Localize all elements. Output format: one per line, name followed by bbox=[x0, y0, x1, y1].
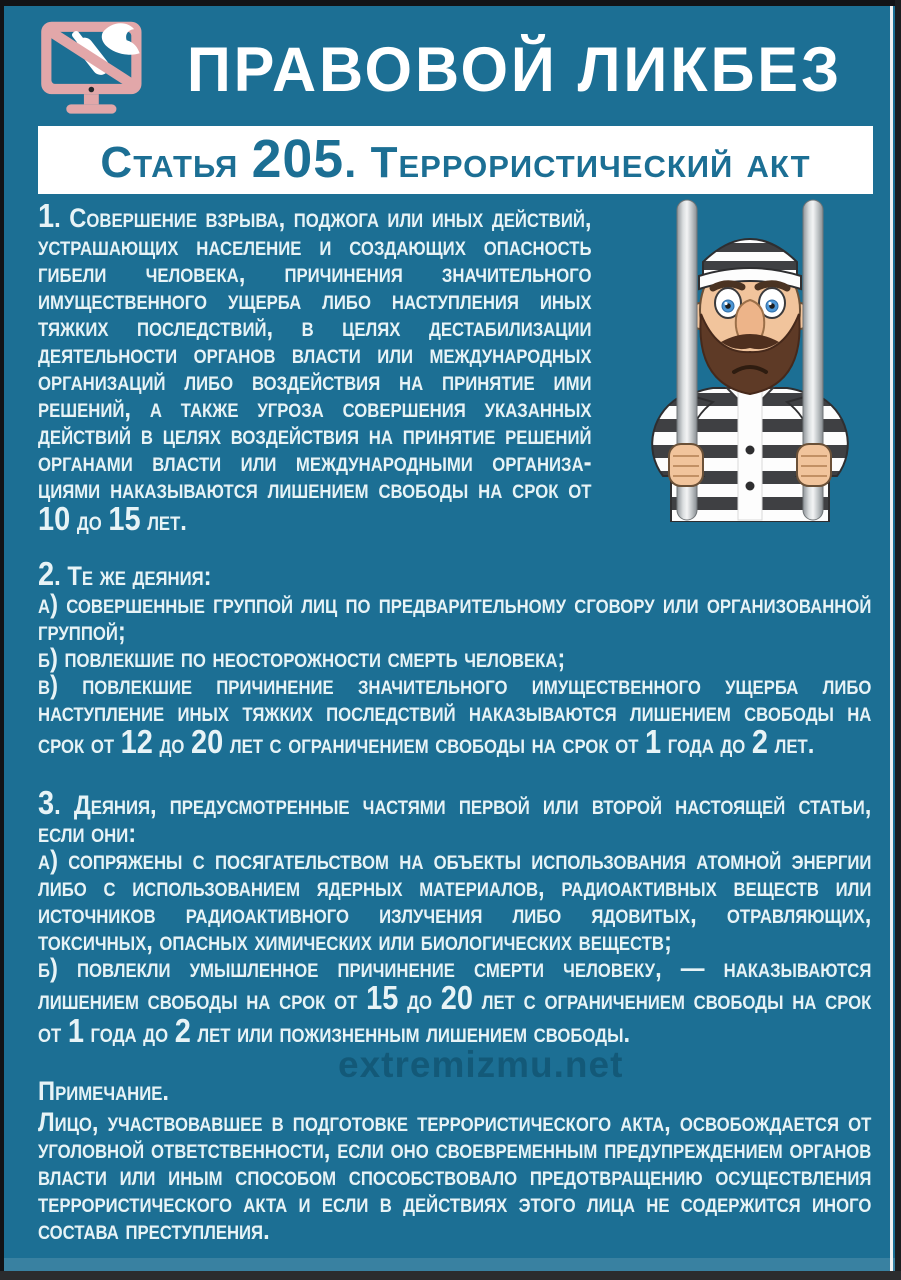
frame-bottom-edge bbox=[0, 1271, 901, 1280]
header bbox=[28, 18, 871, 122]
article-part-3 bbox=[38, 783, 872, 1049]
article-part-2 bbox=[38, 554, 872, 760]
frame-left-edge bbox=[0, 0, 4, 1280]
article-banner bbox=[38, 126, 873, 194]
article-note bbox=[38, 1075, 872, 1245]
part-2-item-c: в) повлекшие причинение значительного имущественного ущерба либо наступление иных тяжких последствий наказываются лишением свободы на срок от 12 до 20 лет с ограничением свободы на срок от 1 года до 2 лет. bbox=[38, 669, 872, 760]
article-banner-title: Статья 205. Террористический акт bbox=[100, 128, 811, 189]
frame-top-edge bbox=[0, 0, 901, 6]
part-3-intro: 3. Деяния, предусмотренные частями первой или второй настоящей статьи, если они: bbox=[38, 783, 872, 848]
no-molotov-monitor-icon bbox=[34, 18, 158, 122]
right-white-line bbox=[890, 0, 893, 1280]
prisoner-behind-bars-illustration bbox=[613, 198, 887, 522]
part-2-intro: 2. Те же деяния: bbox=[38, 554, 212, 592]
note-heading: Примечание. bbox=[38, 1075, 169, 1106]
page-title: ПРАВОВОЙ ЛИКБЕЗ bbox=[186, 35, 843, 105]
article-part-1: 1. Совершение взрыва, поджога или иных действий, устрашающих население и создающих опасность гибели человека, причинения значительного имущественного ущерба либо наступления иных тяжких последствий, в целях дестабилизации деятельности органов власти или международных организаций либо воздействия на принятие ими решений, а также угроза совершения указанных действий в целях воздействия на принятие решений органами власти или международными организа-циями наказываются лишением свободы на срок от 10 до 15 лет. bbox=[38, 197, 592, 537]
part-3-item-a: а) сопряжены с посягательством на объекты использования атомной энергии либо с использованием ядерных материалов, радиоактивных веществ или источников радиоактивного излучения либо ядовитых, отравляющих, токсичных, опасных химических или биологических веществ; bbox=[38, 844, 872, 956]
bottom-light-strip bbox=[0, 1258, 901, 1271]
note-body: Лицо, участвовавшее в подготовке террористического акта, освобождается от уголовной ответственности, если оно своевременным предупреждением органов власти или иным способом способствовало предотвращению осуществления террористического акта и если в действиях этого лица не содержится иного состава преступления. bbox=[38, 1106, 872, 1245]
part-2-item-b: б) повлекшие по неосторожности смерть человека; bbox=[38, 642, 566, 673]
part-3-item-b: б) повлекли умышленное причинение смерти человеку, — наказываются лишением свободы на срок от 15 до 20 лет с ограничением свободы на срок от 1 года до 2 лет или пожизненным лишением свободы. bbox=[38, 952, 872, 1049]
part-2-item-a: а) совершенные группой лиц по предварительному сговору или организованной группой; bbox=[38, 588, 872, 646]
frame-right-edge bbox=[895, 0, 901, 1280]
watermark-text: extremizmu.net bbox=[338, 1044, 624, 1085]
prisoner-placket bbox=[738, 390, 762, 520]
